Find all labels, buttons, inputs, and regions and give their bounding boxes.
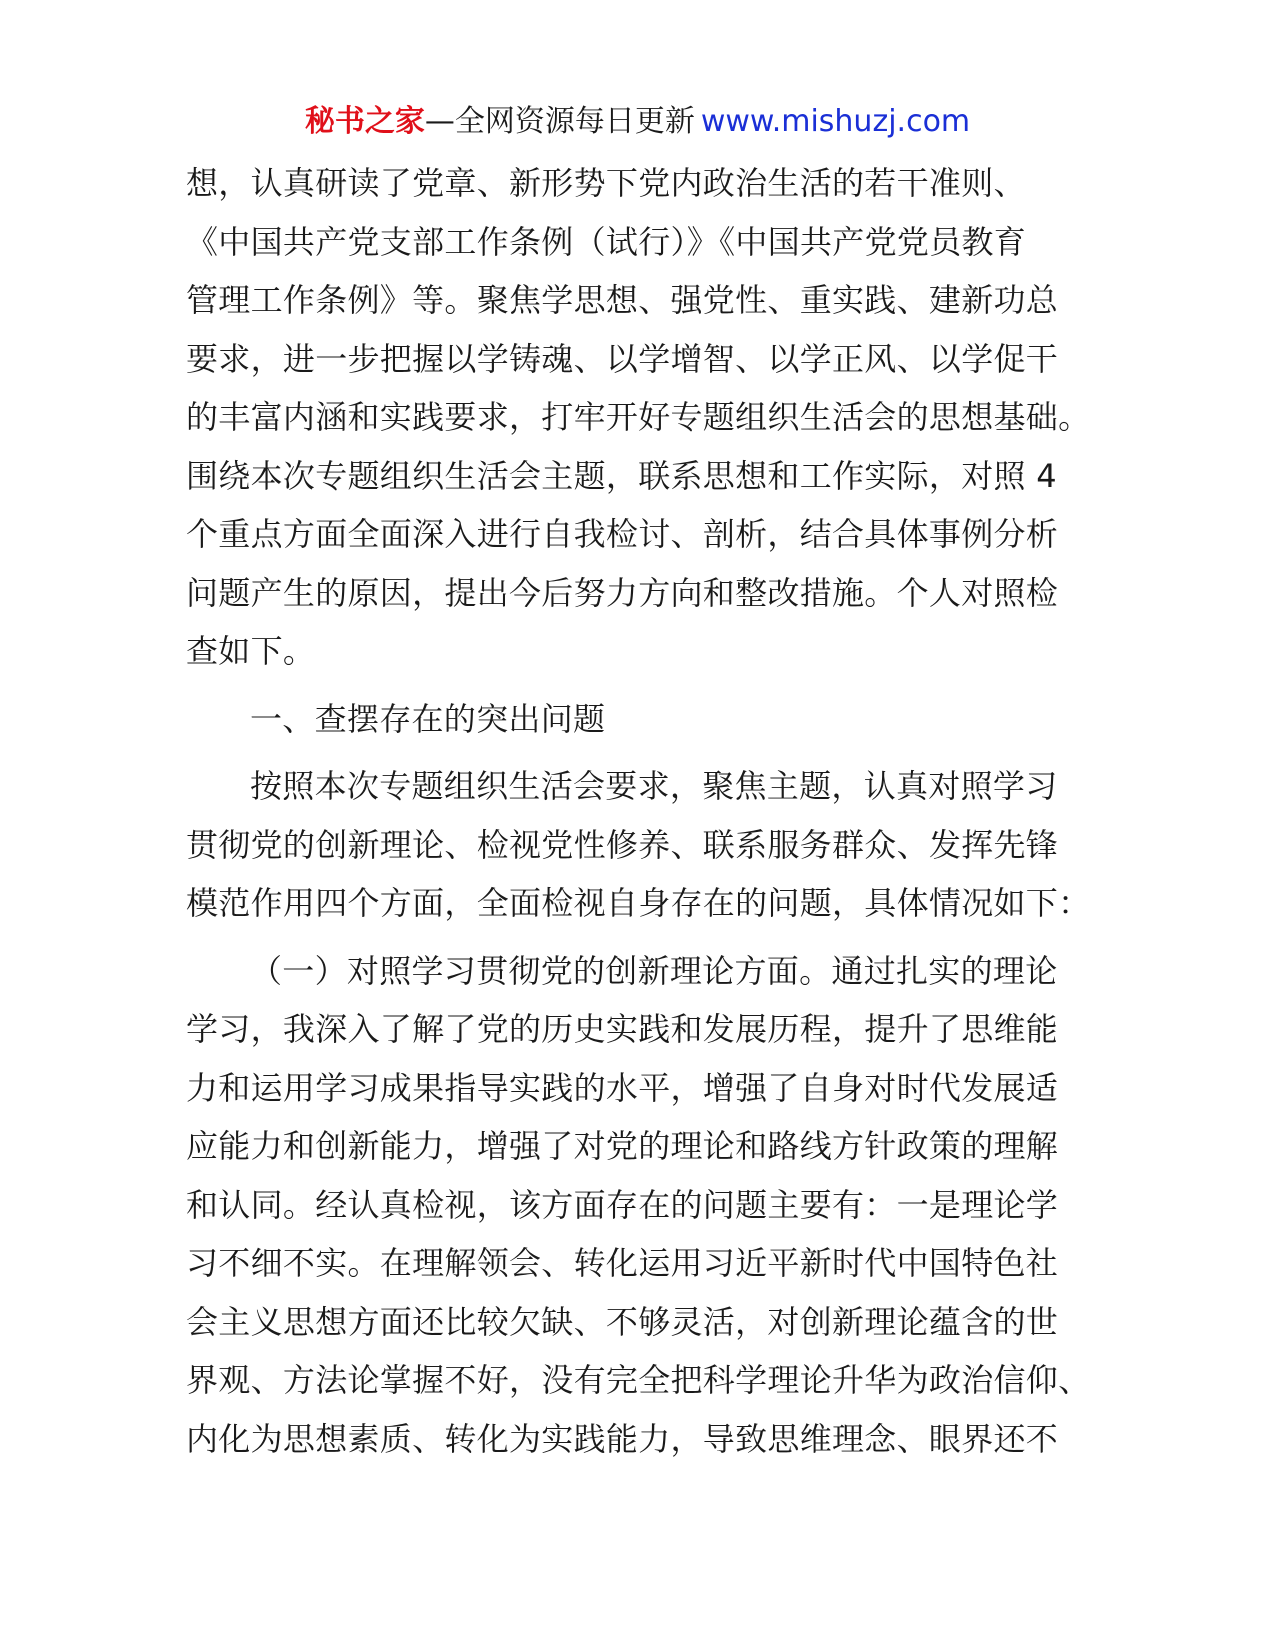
text-line: 《中国共产党支部工作条例（试行）》《中国共产党党员教育 bbox=[186, 222, 1027, 261]
header-tagline: —全网资源每日更新 bbox=[424, 104, 695, 139]
site-url-link[interactable]: www.mishuzj.com bbox=[700, 104, 971, 139]
document-body bbox=[186, 154, 1116, 1468]
brand-name: 秘书之家 bbox=[304, 104, 425, 139]
text-line: 模范作用四个方面，全面检视自身存在的问题，具体情况如下： bbox=[186, 884, 1091, 922]
site-header bbox=[0, 100, 1275, 144]
text-line: 想，认真研读了党章、新形势下党内政治生活的若干准则、 bbox=[186, 164, 1026, 202]
text-line: 按照本次专题组织生活会要求，聚焦主题，认真对照学习 bbox=[250, 767, 1058, 805]
text-line: 查如下。 bbox=[186, 632, 316, 670]
text-line: 围绕本次专题组织生活会主题，联系思想和工作实际，对照 4 bbox=[186, 456, 1057, 495]
text-line: 问题产生的原因，提出今后努力方向和整改措施。个人对照检 bbox=[186, 573, 1059, 612]
text-line: 界观、方法论掌握不好，没有完全把科学理论升华为政治信仰、 bbox=[186, 1361, 1091, 1399]
text-line: 的丰富内涵和实践要求，打牢开好专题组织生活会的思想基础。 bbox=[186, 398, 1091, 436]
text-line: （一）对照学习贯彻党的创新理论方面。通过扎实的理论 bbox=[250, 951, 1058, 990]
text-line: 应能力和创新能力，增强了对党的理论和路线方针政策的理解 bbox=[186, 1127, 1059, 1165]
text-line: 个重点方面全面深入进行自我检讨、剖析，结合具体事例分析 bbox=[186, 515, 1059, 553]
text-line: 贯彻党的创新理论、检视党性修养、联系服务群众、发挥先锋 bbox=[186, 825, 1059, 864]
section-heading: 一、查摆存在的突出问题 bbox=[250, 699, 606, 738]
paragraph-overview bbox=[186, 757, 1116, 933]
text-line: 学习，我深入了解了党的历史实践和发展历程，提升了思维能 bbox=[186, 1010, 1059, 1048]
text-line: 会主义思想方面还比较欠缺、不够灵活，对创新理论蕴含的世 bbox=[186, 1302, 1059, 1341]
text-line: 要求，进一步把握以学铸魂、以学增智、以学正风、以学促干 bbox=[186, 339, 1059, 378]
text-line: 管理工作条例》等。聚焦学思想、强党性、重实践、建新功总 bbox=[186, 281, 1059, 319]
text-line: 内化为思想素质、转化为实践能力，导致思维理念、眼界还不 bbox=[186, 1419, 1059, 1458]
text-line: 力和运用学习成果指导实践的水平，增强了自身对时代发展适 bbox=[186, 1068, 1059, 1107]
text-line: 习不细不实。在理解领会、转化运用习近平新时代中国特色社 bbox=[186, 1244, 1059, 1282]
paragraph-study-materials bbox=[186, 154, 1116, 681]
paragraph-theory-section bbox=[186, 942, 1116, 1469]
text-line: 和认同。经认真检视，该方面存在的问题主要有：一是理论学 bbox=[186, 1185, 1059, 1224]
